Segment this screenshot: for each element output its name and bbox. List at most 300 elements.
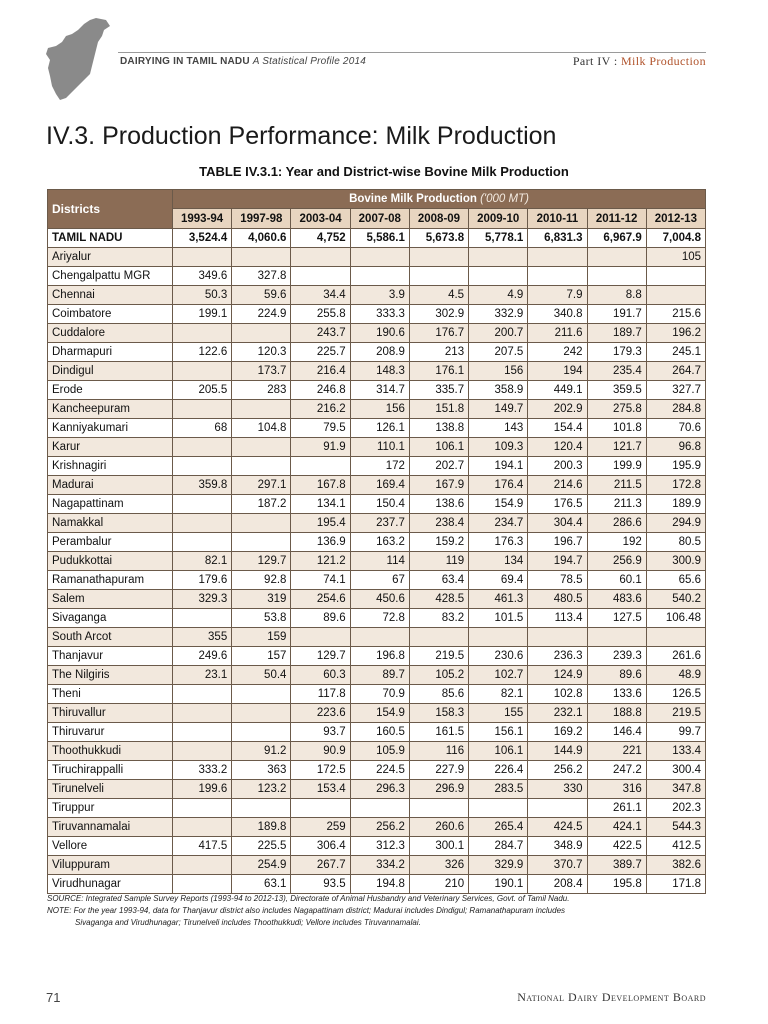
production-value bbox=[232, 400, 291, 419]
production-value: 189.9 bbox=[646, 495, 705, 514]
production-value: 283.5 bbox=[469, 780, 528, 799]
production-value bbox=[173, 723, 232, 742]
production-value: 254.6 bbox=[291, 590, 350, 609]
group-title: Bovine Milk Production bbox=[349, 193, 477, 205]
production-value: 382.6 bbox=[646, 856, 705, 875]
production-value: 85.6 bbox=[409, 685, 468, 704]
production-value: 171.8 bbox=[646, 875, 705, 894]
production-value: 60.3 bbox=[291, 666, 350, 685]
production-value bbox=[173, 685, 232, 704]
production-value: 5,673.8 bbox=[409, 229, 468, 248]
production-value: 199.9 bbox=[587, 457, 646, 476]
production-value bbox=[173, 457, 232, 476]
production-value: 194.8 bbox=[350, 875, 409, 894]
production-value: 176.3 bbox=[469, 533, 528, 552]
production-value: 333.3 bbox=[350, 305, 409, 324]
production-value: 225.5 bbox=[232, 837, 291, 856]
production-value: 126.5 bbox=[646, 685, 705, 704]
production-value: 243.7 bbox=[291, 324, 350, 343]
production-value: 159.2 bbox=[409, 533, 468, 552]
production-value bbox=[173, 495, 232, 514]
production-value: 99.7 bbox=[646, 723, 705, 742]
production-value: 156 bbox=[350, 400, 409, 419]
table-row bbox=[48, 438, 706, 457]
production-value: 215.6 bbox=[646, 305, 705, 324]
table-row bbox=[48, 628, 706, 647]
production-value: 359.8 bbox=[173, 476, 232, 495]
district-name: Vellore bbox=[48, 837, 173, 856]
production-value: 120.4 bbox=[528, 438, 587, 457]
district-name: Tiruchirappalli bbox=[48, 761, 173, 780]
production-value: 123.2 bbox=[232, 780, 291, 799]
table-row bbox=[48, 248, 706, 267]
production-value: 92.8 bbox=[232, 571, 291, 590]
production-value: 211.6 bbox=[528, 324, 587, 343]
district-name: Ariyalur bbox=[48, 248, 173, 267]
production-value: 101.8 bbox=[587, 419, 646, 438]
production-value bbox=[469, 248, 528, 267]
table-row bbox=[48, 818, 706, 837]
production-value bbox=[291, 628, 350, 647]
production-value: 208.4 bbox=[528, 875, 587, 894]
production-value: 172 bbox=[350, 457, 409, 476]
district-name: South Arcot bbox=[48, 628, 173, 647]
production-value: 96.8 bbox=[646, 438, 705, 457]
production-value bbox=[173, 362, 232, 381]
production-value: 70.9 bbox=[350, 685, 409, 704]
production-value: 208.9 bbox=[350, 343, 409, 362]
production-value bbox=[232, 438, 291, 457]
production-value: 304.4 bbox=[528, 514, 587, 533]
production-value: 192 bbox=[587, 533, 646, 552]
production-value: 200.3 bbox=[528, 457, 587, 476]
production-value: 158.3 bbox=[409, 704, 468, 723]
table-row bbox=[48, 704, 706, 723]
production-value bbox=[232, 457, 291, 476]
production-value: 60.1 bbox=[587, 571, 646, 590]
production-value: 296.3 bbox=[350, 780, 409, 799]
production-value: 306.4 bbox=[291, 837, 350, 856]
production-value: 121.7 bbox=[587, 438, 646, 457]
production-value: 7.9 bbox=[528, 286, 587, 305]
production-value: 114 bbox=[350, 552, 409, 571]
table-row bbox=[48, 647, 706, 666]
production-value: 190.1 bbox=[469, 875, 528, 894]
production-value: 148.3 bbox=[350, 362, 409, 381]
district-name: Tiruppur bbox=[48, 799, 173, 818]
production-value bbox=[173, 875, 232, 894]
production-value: 199.6 bbox=[173, 780, 232, 799]
production-value: 424.1 bbox=[587, 818, 646, 837]
table-row bbox=[48, 267, 706, 286]
production-value bbox=[409, 628, 468, 647]
production-value: 74.1 bbox=[291, 571, 350, 590]
production-value: 417.5 bbox=[173, 837, 232, 856]
production-value: 119 bbox=[409, 552, 468, 571]
production-value: 294.9 bbox=[646, 514, 705, 533]
table-row bbox=[48, 685, 706, 704]
production-value: 224.9 bbox=[232, 305, 291, 324]
production-value: 169.2 bbox=[528, 723, 587, 742]
production-value: 264.7 bbox=[646, 362, 705, 381]
production-value bbox=[173, 799, 232, 818]
district-name: Erode bbox=[48, 381, 173, 400]
production-value: 246.8 bbox=[291, 381, 350, 400]
production-value: 242 bbox=[528, 343, 587, 362]
production-value: 122.6 bbox=[173, 343, 232, 362]
production-value: 176.4 bbox=[469, 476, 528, 495]
district-name: Tiruvannamalai bbox=[48, 818, 173, 837]
production-value: 540.2 bbox=[646, 590, 705, 609]
table-row bbox=[48, 571, 706, 590]
production-value: 355 bbox=[173, 628, 232, 647]
district-name: Viluppuram bbox=[48, 856, 173, 875]
production-value bbox=[291, 457, 350, 476]
table-row bbox=[48, 419, 706, 438]
production-value: 199.1 bbox=[173, 305, 232, 324]
table-row bbox=[48, 514, 706, 533]
production-group-header bbox=[173, 190, 706, 209]
production-value: 104.8 bbox=[232, 419, 291, 438]
table-row bbox=[48, 799, 706, 818]
production-value: 300.1 bbox=[409, 837, 468, 856]
production-value: 179.6 bbox=[173, 571, 232, 590]
production-value: 210 bbox=[409, 875, 468, 894]
production-value: 113.4 bbox=[528, 609, 587, 628]
table-row bbox=[48, 875, 706, 894]
production-value: 412.5 bbox=[646, 837, 705, 856]
production-value: 302.9 bbox=[409, 305, 468, 324]
production-value: 296.9 bbox=[409, 780, 468, 799]
production-value: 179.3 bbox=[587, 343, 646, 362]
production-value: 189.8 bbox=[232, 818, 291, 837]
production-value: 259 bbox=[291, 818, 350, 837]
production-value: 223.6 bbox=[291, 704, 350, 723]
production-value: 155 bbox=[469, 704, 528, 723]
district-name: Thanjavur bbox=[48, 647, 173, 666]
table-row bbox=[48, 837, 706, 856]
district-name: Ramanathapuram bbox=[48, 571, 173, 590]
production-value bbox=[646, 286, 705, 305]
production-value: 330 bbox=[528, 780, 587, 799]
production-value: 247.2 bbox=[587, 761, 646, 780]
district-name: Perambalur bbox=[48, 533, 173, 552]
district-name: Salem bbox=[48, 590, 173, 609]
production-value: 172.8 bbox=[646, 476, 705, 495]
production-value bbox=[232, 248, 291, 267]
table-row bbox=[48, 552, 706, 571]
production-value: 283 bbox=[232, 381, 291, 400]
production-value: 69.4 bbox=[469, 571, 528, 590]
production-value: 106.1 bbox=[469, 742, 528, 761]
production-value: 91.2 bbox=[232, 742, 291, 761]
production-value bbox=[232, 685, 291, 704]
production-value: 195.4 bbox=[291, 514, 350, 533]
production-value: 216.4 bbox=[291, 362, 350, 381]
production-value bbox=[646, 628, 705, 647]
production-value: 79.5 bbox=[291, 419, 350, 438]
production-value: 109.3 bbox=[469, 438, 528, 457]
production-value: 238.4 bbox=[409, 514, 468, 533]
production-value: 239.3 bbox=[587, 647, 646, 666]
production-value: 265.4 bbox=[469, 818, 528, 837]
production-value: 6,831.3 bbox=[528, 229, 587, 248]
production-value: 260.6 bbox=[409, 818, 468, 837]
production-value: 127.5 bbox=[587, 609, 646, 628]
production-value: 334.2 bbox=[350, 856, 409, 875]
header-subtitle: A Statistical Profile 2014 bbox=[252, 56, 366, 67]
production-value: 134 bbox=[469, 552, 528, 571]
production-value: 129.7 bbox=[232, 552, 291, 571]
production-value: 3.9 bbox=[350, 286, 409, 305]
production-value: 23.1 bbox=[173, 666, 232, 685]
district-name: Kancheepuram bbox=[48, 400, 173, 419]
production-value: 144.9 bbox=[528, 742, 587, 761]
production-value: 314.7 bbox=[350, 381, 409, 400]
districts-header: Districts bbox=[48, 190, 173, 229]
production-value: 284.7 bbox=[469, 837, 528, 856]
production-value: 327.8 bbox=[232, 267, 291, 286]
production-value bbox=[350, 267, 409, 286]
year-header: 2007-08 bbox=[350, 209, 409, 229]
year-header: 2009-10 bbox=[469, 209, 528, 229]
production-value: 157 bbox=[232, 647, 291, 666]
production-value: 194 bbox=[528, 362, 587, 381]
production-value: 116 bbox=[409, 742, 468, 761]
table-row bbox=[48, 495, 706, 514]
production-value: 50.3 bbox=[173, 286, 232, 305]
source-note: SOURCE: Integrated Sample Survey Reports (1993-94 to 2012-13), Directorate of Animal Husbandry and Veterinary Services, Govt. of Tamil Nadu. bbox=[47, 894, 570, 903]
production-value: 151.8 bbox=[409, 400, 468, 419]
header-publication bbox=[120, 56, 366, 67]
production-value: 106.1 bbox=[409, 438, 468, 457]
production-value: 200.7 bbox=[469, 324, 528, 343]
production-value bbox=[469, 799, 528, 818]
production-value: 34.4 bbox=[291, 286, 350, 305]
production-value bbox=[173, 400, 232, 419]
production-value: 245.1 bbox=[646, 343, 705, 362]
production-value: 7,004.8 bbox=[646, 229, 705, 248]
production-value bbox=[232, 533, 291, 552]
district-name: Dindigul bbox=[48, 362, 173, 381]
header-rule bbox=[118, 52, 706, 53]
production-value bbox=[232, 514, 291, 533]
production-value: 284.8 bbox=[646, 400, 705, 419]
production-value: 50.4 bbox=[232, 666, 291, 685]
production-value: 156 bbox=[469, 362, 528, 381]
production-value: 207.5 bbox=[469, 343, 528, 362]
production-value: 234.7 bbox=[469, 514, 528, 533]
production-value: 329.9 bbox=[469, 856, 528, 875]
production-value: 129.7 bbox=[291, 647, 350, 666]
production-value: 422.5 bbox=[587, 837, 646, 856]
table-row bbox=[48, 780, 706, 799]
production-value: 214.6 bbox=[528, 476, 587, 495]
district-name: Karur bbox=[48, 438, 173, 457]
production-value: 348.9 bbox=[528, 837, 587, 856]
production-value: 48.9 bbox=[646, 666, 705, 685]
production-value: 221 bbox=[587, 742, 646, 761]
production-value: 202.9 bbox=[528, 400, 587, 419]
production-value: 480.5 bbox=[528, 590, 587, 609]
production-value: 176.1 bbox=[409, 362, 468, 381]
production-value: 261.6 bbox=[646, 647, 705, 666]
production-value: 255.8 bbox=[291, 305, 350, 324]
production-value: 332.9 bbox=[469, 305, 528, 324]
production-value bbox=[291, 248, 350, 267]
production-value: 189.7 bbox=[587, 324, 646, 343]
production-value bbox=[469, 628, 528, 647]
production-value: 176.5 bbox=[528, 495, 587, 514]
production-value: 63.1 bbox=[232, 875, 291, 894]
table-row bbox=[48, 742, 706, 761]
production-value: 146.4 bbox=[587, 723, 646, 742]
production-value: 256.9 bbox=[587, 552, 646, 571]
district-name: Madurai bbox=[48, 476, 173, 495]
production-value: 230.6 bbox=[469, 647, 528, 666]
production-value: 335.7 bbox=[409, 381, 468, 400]
year-header: 2012-13 bbox=[646, 209, 705, 229]
milk-production-table bbox=[47, 189, 706, 894]
production-value: 70.6 bbox=[646, 419, 705, 438]
header-section bbox=[573, 54, 706, 69]
production-value: 133.6 bbox=[587, 685, 646, 704]
production-value: 190.6 bbox=[350, 324, 409, 343]
production-value: 211.5 bbox=[587, 476, 646, 495]
production-value bbox=[409, 267, 468, 286]
production-value bbox=[587, 628, 646, 647]
production-value: 6,967.9 bbox=[587, 229, 646, 248]
production-value: 89.6 bbox=[291, 609, 350, 628]
district-name: Nagapattinam bbox=[48, 495, 173, 514]
production-value: 256.2 bbox=[528, 761, 587, 780]
production-value: 133.4 bbox=[646, 742, 705, 761]
production-value: 195.9 bbox=[646, 457, 705, 476]
production-value: 224.5 bbox=[350, 761, 409, 780]
production-value: 226.4 bbox=[469, 761, 528, 780]
table-group-header-row bbox=[48, 190, 706, 209]
production-value: 219.5 bbox=[646, 704, 705, 723]
production-value: 4,752 bbox=[291, 229, 350, 248]
production-value: 249.6 bbox=[173, 647, 232, 666]
production-value: 267.7 bbox=[291, 856, 350, 875]
production-value: 102.7 bbox=[469, 666, 528, 685]
production-value: 347.8 bbox=[646, 780, 705, 799]
production-value bbox=[232, 799, 291, 818]
production-value: 333.2 bbox=[173, 761, 232, 780]
production-value: 89.7 bbox=[350, 666, 409, 685]
production-value: 4,060.6 bbox=[232, 229, 291, 248]
year-header: 2003-04 bbox=[291, 209, 350, 229]
production-value: 83.2 bbox=[409, 609, 468, 628]
production-value: 449.1 bbox=[528, 381, 587, 400]
production-value: 194.1 bbox=[469, 457, 528, 476]
table-row bbox=[48, 286, 706, 305]
production-value: 216.2 bbox=[291, 400, 350, 419]
year-header: 2010-11 bbox=[528, 209, 587, 229]
production-value: 461.3 bbox=[469, 590, 528, 609]
production-value: 194.7 bbox=[528, 552, 587, 571]
page-title: IV.3. Production Performance: Milk Production bbox=[46, 122, 557, 150]
production-value: 4.5 bbox=[409, 286, 468, 305]
production-value: 300.4 bbox=[646, 761, 705, 780]
production-value: 389.7 bbox=[587, 856, 646, 875]
year-header: 1997-98 bbox=[232, 209, 291, 229]
production-value: 363 bbox=[232, 761, 291, 780]
production-value: 90.9 bbox=[291, 742, 350, 761]
production-value: 105.2 bbox=[409, 666, 468, 685]
production-value bbox=[646, 267, 705, 286]
production-value: 297.1 bbox=[232, 476, 291, 495]
group-unit: ('000 MT) bbox=[480, 193, 529, 205]
district-name: Tirunelveli bbox=[48, 780, 173, 799]
production-value bbox=[587, 267, 646, 286]
district-name: Sivaganga bbox=[48, 609, 173, 628]
production-value: 358.9 bbox=[469, 381, 528, 400]
production-value: 156.1 bbox=[469, 723, 528, 742]
production-value: 169.4 bbox=[350, 476, 409, 495]
tamil-nadu-map-icon bbox=[44, 16, 114, 102]
production-value: 349.6 bbox=[173, 267, 232, 286]
production-value: 300.9 bbox=[646, 552, 705, 571]
production-value: 82.1 bbox=[469, 685, 528, 704]
production-value: 78.5 bbox=[528, 571, 587, 590]
production-value: 72.8 bbox=[350, 609, 409, 628]
production-value: 191.7 bbox=[587, 305, 646, 324]
table-row bbox=[48, 761, 706, 780]
production-value bbox=[528, 628, 587, 647]
production-value: 340.8 bbox=[528, 305, 587, 324]
production-value: 105 bbox=[646, 248, 705, 267]
production-value: 8.8 bbox=[587, 286, 646, 305]
production-value: 202.7 bbox=[409, 457, 468, 476]
production-value: 65.6 bbox=[646, 571, 705, 590]
production-value bbox=[291, 799, 350, 818]
production-value: 143 bbox=[469, 419, 528, 438]
production-value: 4.9 bbox=[469, 286, 528, 305]
production-value: 53.8 bbox=[232, 609, 291, 628]
table-row bbox=[48, 476, 706, 495]
production-value: 82.1 bbox=[173, 552, 232, 571]
table-row bbox=[48, 343, 706, 362]
production-value: 154.4 bbox=[528, 419, 587, 438]
production-value: 134.1 bbox=[291, 495, 350, 514]
footer-publisher: National Dairy Development Board bbox=[517, 990, 706, 1004]
table-row bbox=[48, 457, 706, 476]
district-name: Theni bbox=[48, 685, 173, 704]
production-value: 63.4 bbox=[409, 571, 468, 590]
production-value: 150.4 bbox=[350, 495, 409, 514]
district-name: Cuddalore bbox=[48, 324, 173, 343]
table-row bbox=[48, 381, 706, 400]
production-value: 167.8 bbox=[291, 476, 350, 495]
production-value: 89.6 bbox=[587, 666, 646, 685]
production-value bbox=[528, 267, 587, 286]
production-value bbox=[173, 818, 232, 837]
production-value: 138.6 bbox=[409, 495, 468, 514]
production-value: 91.9 bbox=[291, 438, 350, 457]
production-value: 160.5 bbox=[350, 723, 409, 742]
district-name: Coimbatore bbox=[48, 305, 173, 324]
production-value: 286.6 bbox=[587, 514, 646, 533]
production-value bbox=[173, 533, 232, 552]
district-name: Thiruvallur bbox=[48, 704, 173, 723]
table-caption: TABLE IV.3.1: Year and District-wise Bovine Milk Production bbox=[199, 164, 569, 179]
production-value: 196.2 bbox=[646, 324, 705, 343]
production-value bbox=[409, 248, 468, 267]
production-value: 316 bbox=[587, 780, 646, 799]
production-value: 196.8 bbox=[350, 647, 409, 666]
